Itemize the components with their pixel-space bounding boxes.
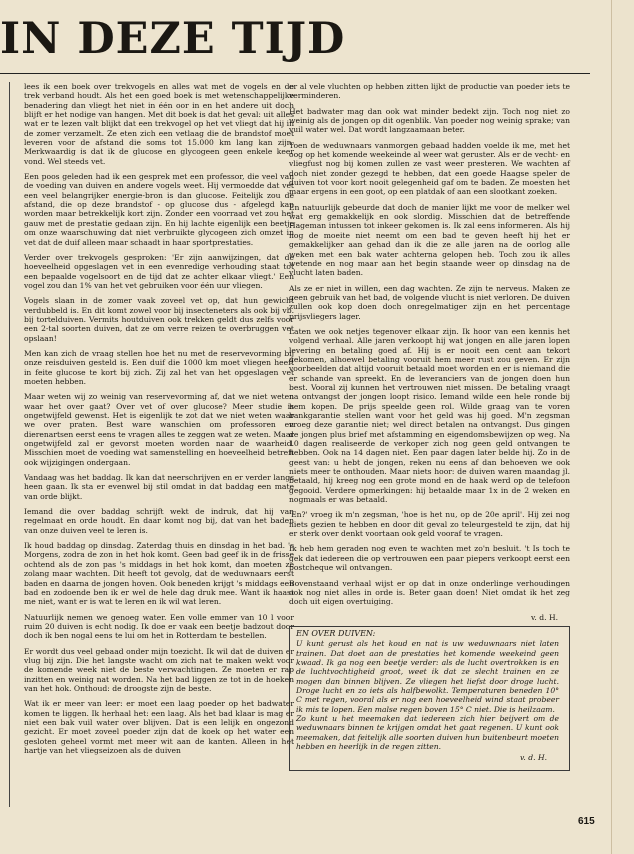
box-heading: EN OVER DUIVEN: — [296, 628, 376, 638]
paragraph: Het badwater mag dan ook wat minder bedekt zijn. Toch nog niet zo weinig als de jongen op dit ogenblik. Van poeder nog weinig sprake; van vuil water wel. Dat wordt langzaamaan beter. — [289, 106, 570, 135]
paragraph: Vogels slaan in de zomer vaak zoveel vet op, dat hun gewicht verdubbeld is. En dit komt zowel voor bij insecteneters als ook bij vb. bij tortelduiven. Vermits houtduiven ook trekken geldt dus zelfs voor een 2-tal soorten duiven, dat ze om verre reizen te overbruggen vet opslaan! — [24, 296, 294, 343]
paragraph: En natuurlijk gebeurde dat doch de manier lijkt me voor de melker wel wat erg gemakkelijk en ook slordig. Misschien dat de betreffende Hageman intussen tot inkeer gekomen is. Ik zal eens informeren. Als hij nog de moeite niet neemt om een bad te geven heeft hij het er gemakkelijker aan gehad dan ik die ze alle jaren na de oorlog alle weken met een bak water achterna gelopen heb. Toch zou ik alles wetende en nog maar aan het begin staande weer op dinsdag na de vlucht laten baden. — [289, 202, 570, 278]
paragraph: Een poos geleden had ik een gesprek met een professor, die veel van de voeding van duiven en andere vogels weet. Hij vermoedde dat vet een veel belangrijker energie-bron is dan glucose. Feitelijk zou de afstand, die op deze brandstof - op glucose dus - afgelegd kan worden maar betrekkelijk kort zijn. Zonder een voorraad vet zou het gauw met de prestatie gedaan zijn. En hij lachte eigenlijk een beetje om onze waarschuwing dat niet verbruikte glycogeen zich omzet in vet dat de duif alleen maar schaadt in haar sportprestaties. — [24, 172, 294, 247]
paragraph: Laten we ook netjes tegenover elkaar zijn. Ik hoor van een kennis het volgend verhaal. Alle jaren verkoopt hij wat jongen en alle jaren lopen levering en betaling goed af. Hij is er nooit een cent aan tekort gekomen, alhoewel betaling vooruit hem meer rust zou geven. Er zijn voorbeelden dat altijd vooruit betaald moet worden en er is niemand die er schande van spreekt. En de leveranciers van de jongen doen hun best. Vooral zij kunnen het vertrouwen niet missen. De betaling vraagt na ontvangst der jongen loopt risico. Iemand wilde een hele ronde bij hem kopen. De prijs speelde geen rol. Wilde graag van te voren bankgarantie stellen want voor het geld was hij goed. M'n zegsman vroeg deze garantie niet; wel direct betalen na ontvangst. Dus gingen de jongen plus brief met afstamming en eigendomsbewijzen op weg. Na 10 dagen realiseerde de verkoper zich nog geen geld ontvangen te hebben. Ook na 14 dagen niet. Een paar dagen later belde hij. Zo in de geest van: u hebt de jongen, reken nu eens af dan behoeven we ook niets meer te onthouden. Maar niets hoor: de duiven waren maandag jl. betaald, hij kreeg nog een grote mond en de haak werd op de telefoon gegooid. Verdere opmerkingen: hij betaalde maar 1x in de 2 weken en nogmaals er was betaald. — [289, 326, 570, 505]
page-edge — [611, 0, 634, 854]
left-column — [24, 82, 294, 761]
paragraph: Ik houd baddag op dinsdag. Zaterdag thuis en dinsdag in het bad. 's Morgens, zodra de zon in het hok komt. Geen bad geef ik in de frisse ochtend als de zon pas 's middags in het hok komt, dan moeten ze zolang maar wachten. Dit heeft tot gevolg, dat de weduwnaars eerst baden en daarna de jongen hoven. Ook beneden krijgt 's middags een bad en zodoende ben ik er wel de hele dag druk mee. Want ik haast me niet, want er is wat te leren en ik wil wat leren. — [24, 541, 294, 607]
paragraph: Bovenstaand verhaal wijst er op dat in onze onderlinge verhoudingen ook nog niet alles in orde is. Beter gaan doen! Niet omdat ik het zeg doch uit eigen overtuiging. — [289, 578, 570, 607]
box-paragraph: Zo kunt u het meemaken dat iedereen zich hier beijvert om de weduwnaars binnen te krijgen omdat het gaat regenen. U kunt ook meemaken, dat feitelijk alle soorten duiven hun buitenbeurt moeten hebben en heerlijk in de regen zitten. — [296, 713, 559, 751]
paragraph: Iemand die over baddag schrijft wekt de indruk, dat hij van regelmaat en orde houdt. En daar komt nog bij, dat van het baden van onze duiven veel te leren is. — [24, 507, 294, 535]
sidebar-box — [289, 626, 570, 771]
paragraph: Men kan zich de vraag stellen hoe het nu met de reservevorming bij onze reisduiven gesteld is. Een duif die 1000 km moet vliegen heeft in feite glucose te kort bij zich. Zij zal het van het opgeslagen vet moeten hebben. — [24, 348, 294, 386]
right-column — [289, 82, 570, 771]
paragraph: Toen de weduwnaars vanmorgen gebaad hadden voelde ik me, met het oog op het komende weekeinde al weer wat geruster. Als er de vecht- en vliegfust nog bij komen zullen ze vast weer presteren. We wachten af doch niet zonder gezegd te hebben, dat een goede Haagse speler de duiven tot voor kort nooit gelegenheid gaf om te baden. Ze moesten het maar ergens in een goot, op een platdak of aan een slootkant zoeken. — [289, 140, 570, 197]
page-number: 615 — [578, 816, 595, 827]
paragraph: Vandaag was het baddag. Ik kan dat neerschrijven en er verder langs heen gaan. Ik sta er evenwel bij stil omdat in dat baddag een mate van orde blijkt. — [24, 473, 294, 501]
paragraph: 'En?' vroeg ik m'n zegsman, 'hoe is het nu, op de 20e april'. Hij zei nog niets gezien te hebben en door dit geval zo teleurgesteld te zijn, dat hij er sterk over denkt voortaan ook geld vooraf te vragen. — [289, 510, 570, 539]
page-title: IN DEZE TIJD — [0, 14, 346, 64]
box-paragraph: U kunt gerust als het koud en nat is uw weduwnaars niet laten trainen. Dat doet aan de prestaties het komende weekeind geen kwaad. Ik ga nog een beetje verder: als de lucht overtrokken is en de luchtvochtigheid groot, weet ik dat ze slecht trainen en ze mogen dan binnen blijven. Ze vliegen het liefst door droge lucht. Droge lucht en zo iets als halfbewolkt. Temperaturen beneden 10° C met regen, vooral als er nog een hoeveelheid wind staat probeer ik mis te lopen. Een malse regen boven 15° C niet. Die is heilzaam. — [296, 639, 559, 714]
title-rule — [0, 73, 590, 74]
margin-rule — [9, 82, 10, 807]
paragraph: Verder over trekvogels gesproken: 'Er zijn aanwijzingen, dat de hoeveelheid opgeslagen vet in een evenredige verhouding staat tot een bepaalde vogelsoort en de tijd dat ze achter elkaar vliegt.' Een vogel zou dan 1% van het vet gebruiken voor één uur vliegen. — [24, 252, 294, 290]
paragraph: Ik heb hem geraden nog even te wachten met zo'n besluit. 't Is toch te gek dat iedereen die op vertrouwen een paar piepers verkoopt eerst een postcheque wil ontvangen. — [289, 544, 570, 573]
paragraph: lees ik een boek over trekvogels en alles wat met de vogels en de trek verband houdt. Als het een goed boek is met wetenschappelijke benadering dan vliegt het niet in één oor in en het andere uit doch blijft er het nodige van hangen. Met dit boek is dat het geval: uit alles wat er te lezen valt blijkt dat een trekvogel op het vet vliegt dat hij in de zomer verzamelt. Ze eten zich een vetlaag die de brandstof moet leveren voor de afstand die soms tot 15.000 km lang kan zijn. Merkwaardig is dat ik de glucose en glycogeen geen enkele keer vond. Wel steeds vet. — [24, 82, 294, 166]
paragraph: Als ze er niet in willen, een dag wachten. Ze zijn te nerveus. Maken ze geen gebruik van het bad, de volgende vlucht is niet verloren. De duiven zullen ook kop doen doch onregelmatiger zijn en het percentage prijsvliegers lager. — [289, 283, 570, 321]
paragraph: Er wordt dus veel gebaad onder mijn toezicht. Ik wil dat de duiven er vlug bij zijn. Die het langste wacht om zich nat te maken wekt voor de komende week niet de beste verwachtingen. Ze moeten er rap inzitten en weinig nat worden. Na het bad liggen ze tot in de hoeken van het hok. Onthoud: de droogste zijn de beste. — [24, 646, 294, 693]
paragraph: Maar weten wij zo weinig van reservevorming af, dat we niet weten waar het over gaat? Over vet of over glucose? Meer studie is ongetwijfeld gewenst. Het is eigenlijk te zot dat we niet weten waar we over praten. Best ware wanschien om professoren en dierenartsen eerst eens te vragen alles te zeggen wat ze weten. Maar ongetwijfeld zal er gevorst moeten worden naar de waarheid. Misschien moet de voeding wat samenstelling en hoeveelheid betreft ook wijzigingen ondergaan. — [24, 392, 294, 467]
paragraph: Wat ik er meer van leer: er moet een laag poeder op het badwater komen te liggen. Ik herhaal het: een laag. Als het bad klaar is mag er niet een bak vuil water over blijven. Dat is een lelijk en ongezond gezicht. Er moet zoveel poeder zijn dat de koek op het water een gesloten geheel vormt met meer wit aan de kanten. Alleen in het hartje van het vliegseizoen als de duiven — [24, 699, 294, 755]
paragraph: er al vele vluchten op hebben zitten lijkt de productie van poeder iets te verminderen. — [289, 82, 570, 101]
box-signature: v. d. H. — [520, 753, 547, 763]
paragraph: Natuurlijk nemen we genoeg water. Een volle emmer van 10 l voor ruim 20 duiven is echt nodig. Ik doe er vaak een beetje badzout door doch ik ben nogal eens te lui om het in Rotterdam te bestellen. — [24, 612, 294, 641]
author-signature: v. d. H. — [531, 612, 558, 622]
